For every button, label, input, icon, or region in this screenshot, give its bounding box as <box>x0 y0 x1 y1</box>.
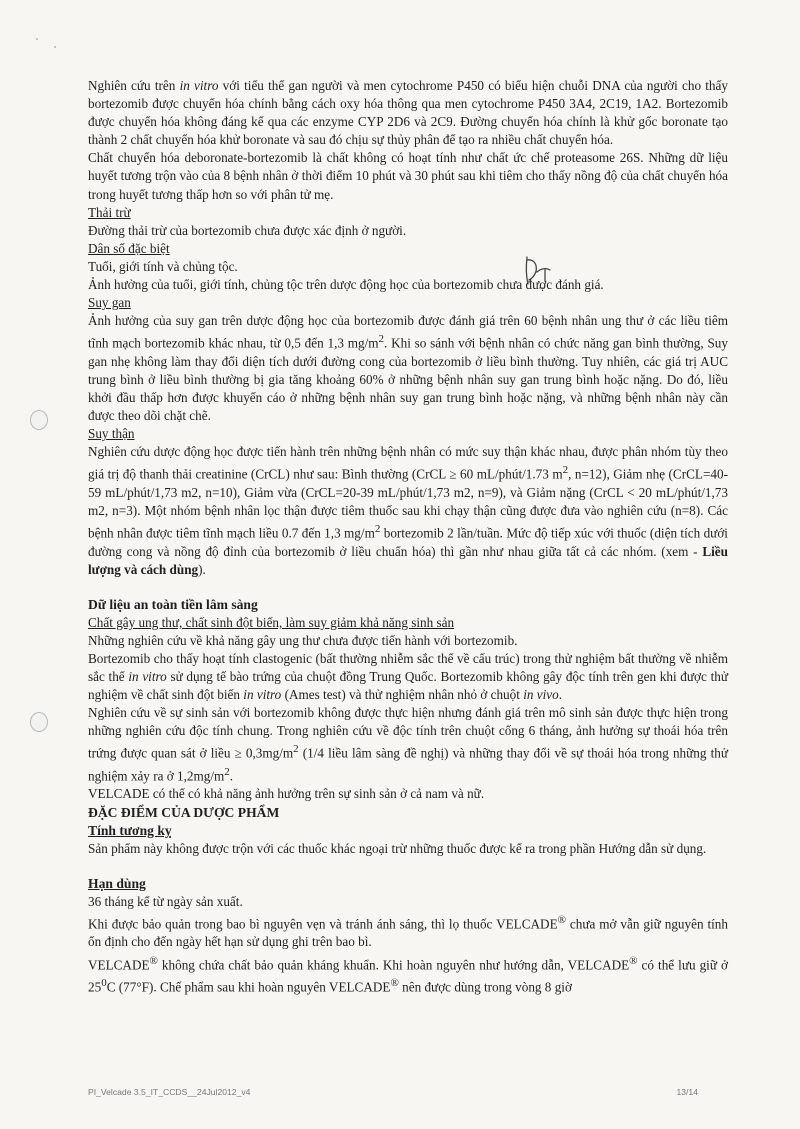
scan-speck <box>54 46 56 48</box>
scan-speck <box>36 38 38 40</box>
heading-suy-than: Suy thận <box>88 426 135 442</box>
text-suy-than: Nghiên cứu dược động học được tiến hành trên những bệnh nhân có mức suy thận khác nhau, được phân nhóm tùy theo giá trị độ thanh thải creatinine (CrCL) như sau: Bình thường (CrCL ≥ 60 mL/phút/1.73 $m^2$, n=12), Giảm nhẹ (CrCL=40-59 mL/phút/1,73 m2, n=10), Giảm vừa (CrCL=20-39 mL/phút/1,73 m2, n=9), và Giảm nặng (CrCL < 20 mL/phút/1,73 m2, n=3). Một nhóm bệnh nhân lọc thận được tiêm thuốc sau khi chạy thận cũng được đưa vào nghiên cứu (n=8). Các bệnh nhân được tiêm tĩnh mạch liều 0.7 đến 1,3 $mg/m^2$ bortezomib 2 lần/tuần. Mức độ tiếp xúc với thuốc (diện tích dưới đường cong và nồng độ đỉnh của bortezomib ở liều chuẩn hóa) thì gần như nhau giữa tất cả các nhóm. (xem - Liều lượng và cách dùng). <box>88 444 728 577</box>
text-dan-so-2: Ảnh hưởng của tuổi, giới tính, chủng tộc trên dược động học của bortezomib chưa được đánh giá. <box>88 277 604 293</box>
text-dan-so-1: Tuổi, giới tính và chủng tộc. <box>88 258 238 274</box>
subheading-an-toan: Chất gây ung thư, chất sinh đột biến, làm suy giảm khả năng sinh sản <box>88 614 455 630</box>
heading-suy-gan: Suy gan <box>88 295 131 311</box>
document-body <box>88 77 728 997</box>
footer-page-number: 13/14 <box>676 1087 698 1097</box>
heading-an-toan: Dữ liệu an toàn tiền lâm sàng <box>88 596 258 612</box>
text-an-toan-1: Những nghiên cứu về khả năng gây ung thư chưa được tiến hành với bortezomib. <box>88 632 518 648</box>
text-han-dung-3: VELCADE® không chứa chất bảo quản kháng khuẩn. Khi hoàn nguyên như hướng dẫn, VELCADE® có thể lưu giữ ở $25^0C$ (77°F). Chế phẩm sau khi hoàn nguyên VELCADE® nên được dùng trong vòng 8 giờ <box>88 954 728 995</box>
heading-dac-diem: ĐẶC ĐIỂM CỦA DƯỢC PHẨM <box>88 804 280 820</box>
text-tuong-ky: Sản phẩm này không được trộn với các thuốc khác ngoại trừ những thuốc được kể ra trong phần Hướng dẫn sử dụng. <box>88 840 707 856</box>
text-suy-gan: Ảnh hưởng của suy gan trên dược động học của bortezomib được đánh giá trên 60 bệnh nhân ung thư ở các liều tiêm tĩnh mạch bortezomib khác nhau, từ 0,5 đến 1,3 $mg/m^2$. Khi so sánh với bệnh nhân có chức năng gan bình thường, Suy gan nhẹ không làm thay đổi diện tích dưới đường cong của bortezomib ở liều bình thường. Tuy nhiên, các giá trị AUC trung bình ở liều bình thường bị gia tăng khoảng 60% ở những bệnh nhân suy gan trung bình hoặc nặng. Do đó, liều khởi đầu thấp hơn được khuyến cáo ở những bệnh nhân suy gan trung bình hoặc nặng, và những bệnh nhân này cần được theo dõi chặt chẽ. <box>88 313 728 424</box>
footer-document-id: PI_Velcade 3.5_IT_CCDS__24Jul2012_v4 <box>88 1087 251 1097</box>
text-han-dung-2: Khi được bảo quản trong bao bì nguyên vẹn và tránh ánh sáng, thì lọ thuốc VELCADE® chưa mở vẫn giữ nguyên tính ổn định cho đến ngày hết hạn sử dụng ghi trên bao bì. <box>88 913 728 950</box>
text-han-dung-1: 36 tháng kể từ ngày sản xuất. <box>88 893 243 909</box>
text-an-toan-2: Bortezomib cho thấy hoạt tính clastogenic (bất thường nhiễm sắc thể về cấu trúc) trong thử nghiệm bất thường về nhiễm sắc thể in vitro sử dụng tế bào trứng của chuột đồng Trung Quốc. Bortezomib không gây độc tính trên gen khi được thử nghiệm về chất sinh đột biến in vitro (Ames test) và thử nghiệm nhân nhỏ ở chuột in vivo. <box>88 650 728 703</box>
text-an-toan-3: Nghiên cứu về sự sinh sản với bortezomib không được thực hiện nhưng đánh giá trên mô sinh sản được thực hiện trong những nghiên cứu độc tính chung. Trong nghiên cứu về độc tính trên chuột cống 6 tháng, ảnh hưởng sự thoái hóa trên trứng được quan sát ở liều ≥ $0,3mg/m^2$ (1/4 liều lâm sàng đề nghị) và những thay đổi về sự thoái hóa trong những thử nghiệm xảy ra ở $1,2mg/m^2$. <box>88 705 728 784</box>
punch-hole <box>30 410 48 430</box>
text-thai-tru: Đường thải trừ của bortezomib chưa được xác định ở người. <box>88 222 407 238</box>
heading-dan-so: Dân số đặc biệt <box>88 240 170 256</box>
paragraph-metabolism: Nghiên cứu trên in vitro với tiểu thể gan người và men cytochrome P450 có biểu hiện chuỗi DNA của người cho thấy bortezomib được chuyển hóa chính bằng cách oxy hóa thông qua men cytochrome P450 3A4, 2C19, 1A2. Bortezomib được chuyển hóa không đáng kể qua các enzyme CYP 2D6 và 2C9. Đường chuyển hóa chính là khử gốc boronate tạo thành 2 chất chuyển hóa khử boronate và sau đó chịu sự thủy phân để tạo ra nhiều chất chuyển hóa. <box>88 78 728 148</box>
heading-tuong-ky: Tính tương kỵ <box>88 822 172 838</box>
punch-hole <box>30 712 48 732</box>
heading-thai-tru: Thải trừ <box>88 204 131 220</box>
paragraph-deboronate: Chất chuyển hóa deboronate-bortezomib là chất không có hoạt tính như chất ức chế proteasome 26S. Những dữ liệu huyết tương trộn vào của 8 bệnh nhân ở thời điểm 10 phút và 30 phút sau khi tiêm cho thấy nồng độ của chất chuyển hóa trong huyết tương thấp hơn so với phân tử mẹ. <box>88 150 728 202</box>
heading-han-dung: Hạn dùng <box>88 875 146 891</box>
text-an-toan-4: VELCADE có thể có khả năng ảnh hưởng trên sự sinh sản ở cả nam và nữ. <box>88 786 485 802</box>
